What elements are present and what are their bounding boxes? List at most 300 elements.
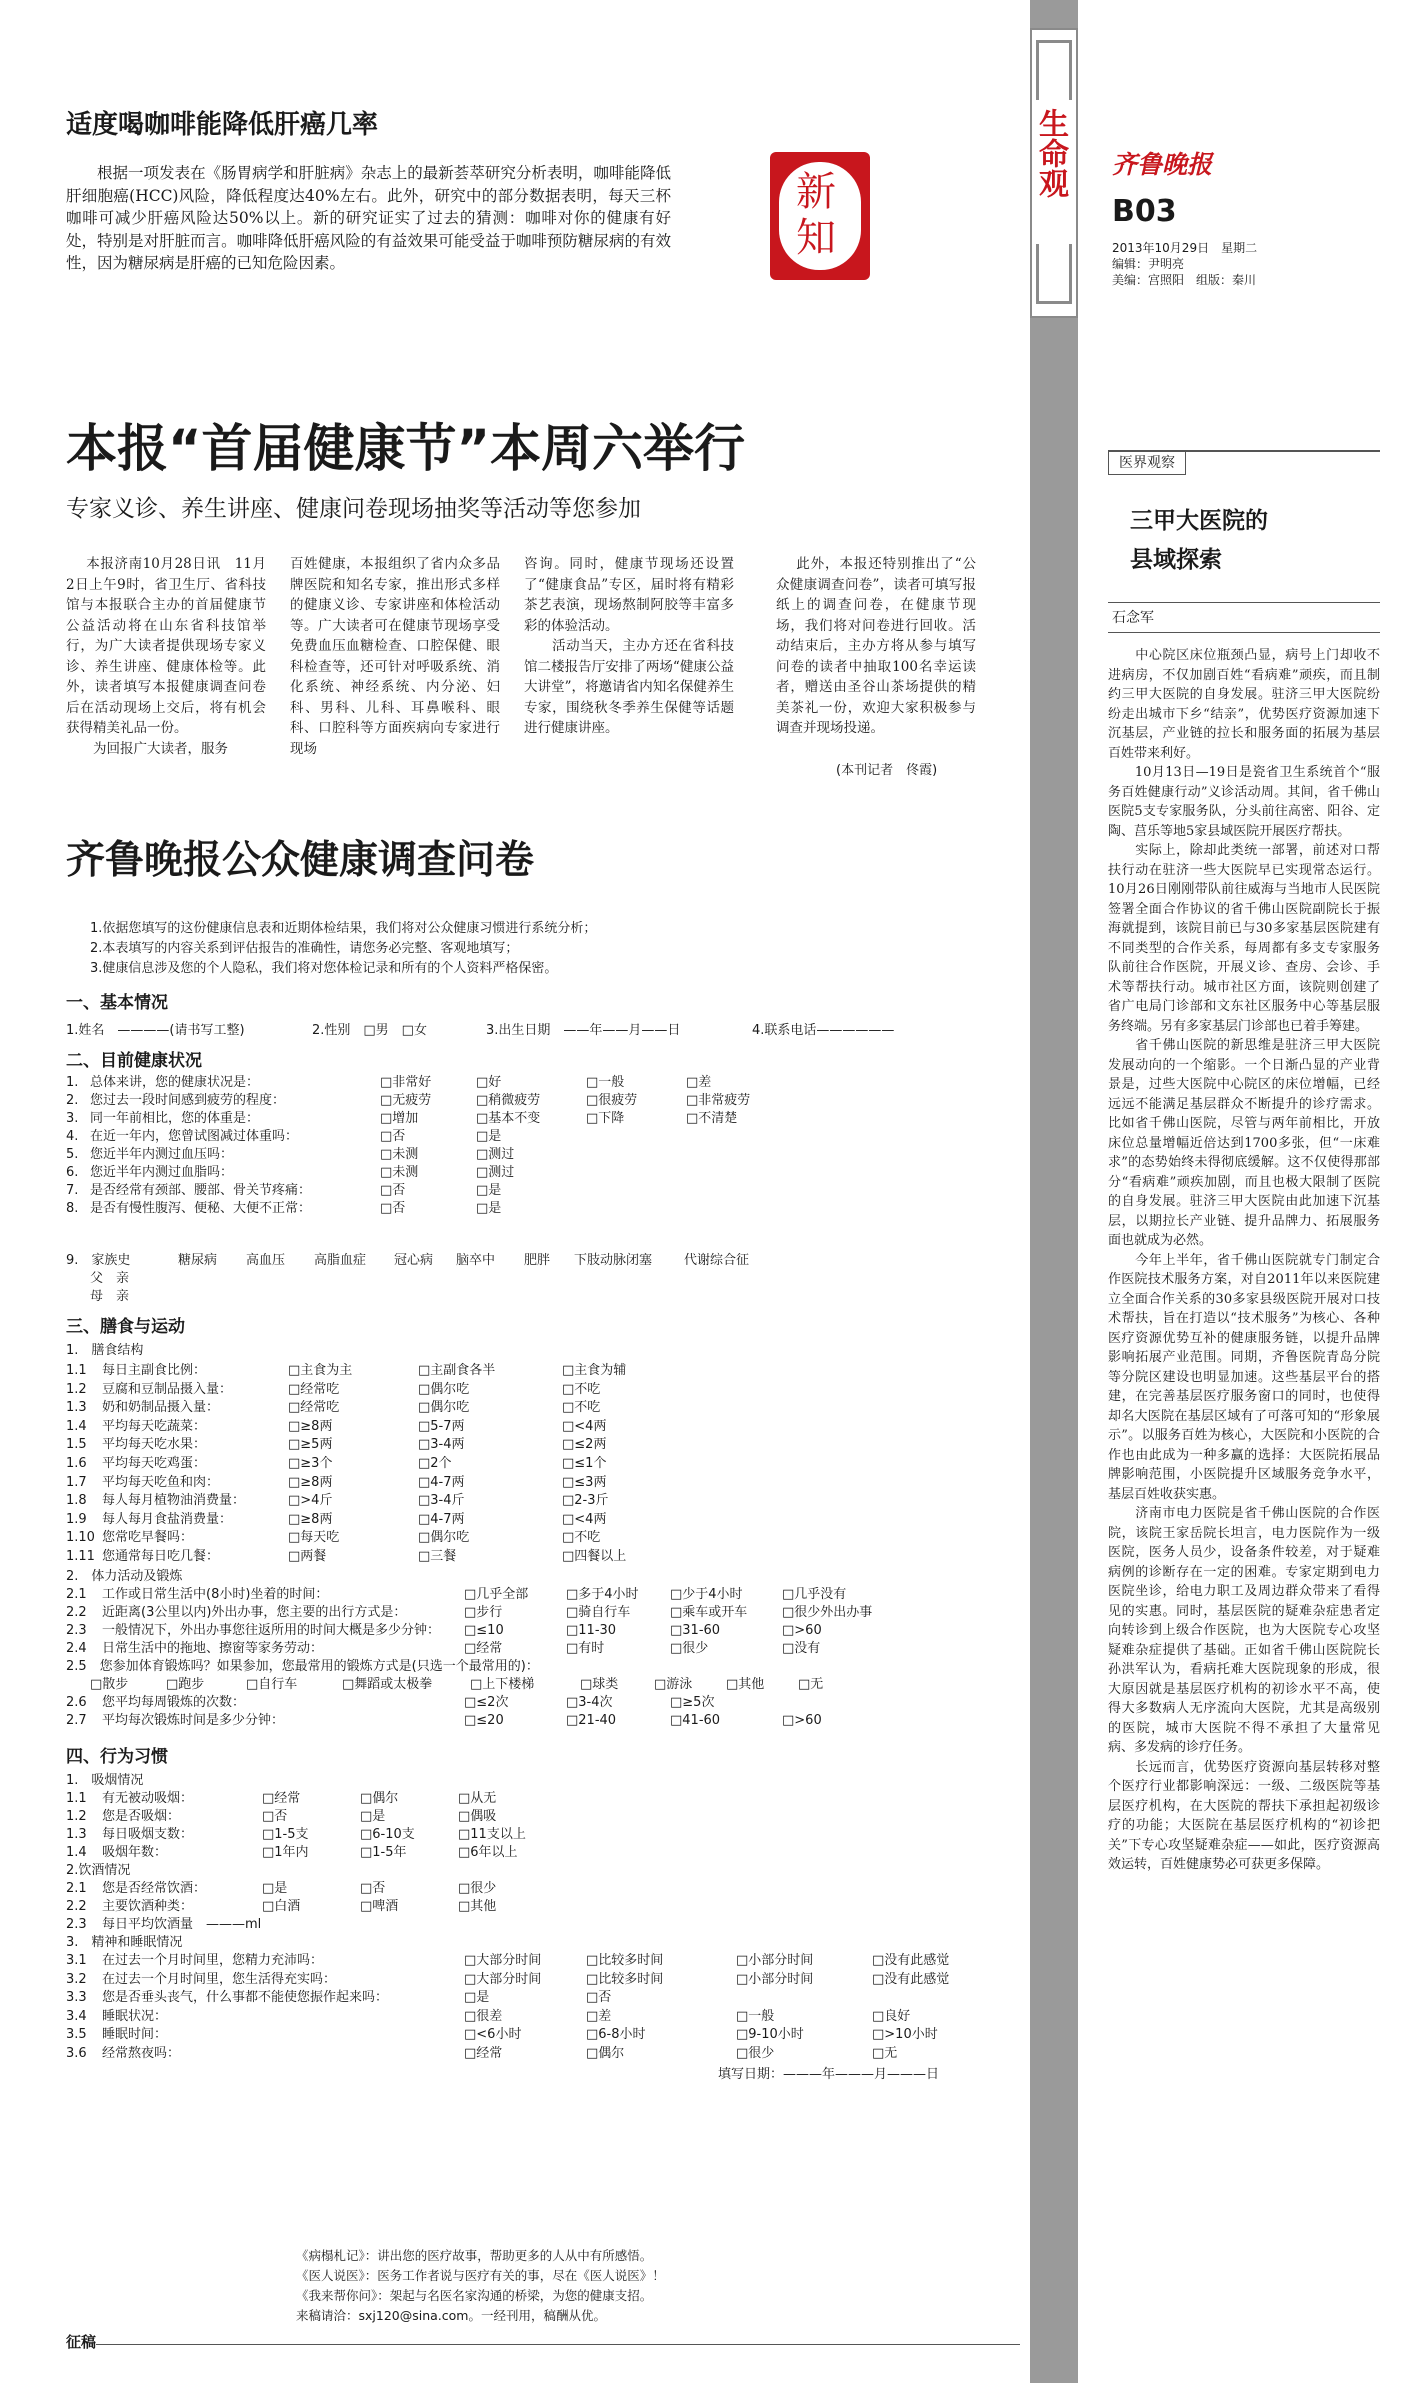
- masthead-fret-pattern-bottom: [1036, 244, 1072, 304]
- question-row: [66, 1128, 1006, 1146]
- question-number: 2.6: [66, 1695, 87, 1710]
- question-text: 平均每天吃鱼和肉：: [102, 1474, 220, 1490]
- question-text: 平均每天吃水果：: [102, 1437, 207, 1453]
- footer-rule: [96, 2344, 1020, 2345]
- answer-option[interactable]: □四餐以上: [562, 1549, 627, 1564]
- answer-option[interactable]: □不吃: [562, 1400, 601, 1416]
- answer-option[interactable]: □无疲劳: [380, 1093, 432, 1108]
- question-text: 您近半年内测过血脂吗：: [90, 1165, 234, 1180]
- question-number: 1.11: [66, 1549, 95, 1564]
- answer-option[interactable]: □1-5年: [360, 1845, 407, 1860]
- q25-option[interactable]: □跑步: [166, 1677, 205, 1692]
- question-text: 每日吸烟支数：: [102, 1827, 194, 1842]
- answer-option[interactable]: □大部分时间: [464, 1971, 542, 1987]
- answer-option[interactable]: □多于4小时: [566, 1587, 639, 1602]
- question-row: [66, 1826, 1006, 1844]
- answer-option[interactable]: □啤酒: [360, 1899, 399, 1914]
- question-text: 在过去一个月时间里，您生活得充实吗：: [102, 1971, 337, 1987]
- answer-option[interactable]: □<4两: [562, 1418, 607, 1434]
- question-number: 1.8: [66, 1493, 87, 1509]
- question-number: 1.2: [66, 1809, 87, 1824]
- answer-option[interactable]: □<6小时: [464, 2027, 522, 2043]
- q25-option[interactable]: □无: [798, 1677, 824, 1692]
- answer-option[interactable]: □白酒: [262, 1899, 301, 1914]
- question-text: 您通常每日吃几餐：: [102, 1549, 220, 1564]
- survey-note: 3.健康信息涉及您的个人隐私，我们将对您体检记录和所有的个人资料严格保密。: [90, 961, 558, 976]
- question-row: [66, 2045, 1006, 2063]
- question-text: 是否有慢性腹泻、便秘、大便不正常：: [90, 1201, 312, 1216]
- answer-option[interactable]: □否: [380, 1183, 406, 1198]
- question-row: [66, 1182, 1006, 1200]
- answer-option[interactable]: □≥8两: [288, 1474, 333, 1490]
- answer-option[interactable]: □差: [586, 2008, 612, 2024]
- answer-option[interactable]: □≥5两: [288, 1437, 333, 1453]
- answer-option[interactable]: □是: [476, 1201, 502, 1216]
- answer-option[interactable]: □一般: [736, 2008, 775, 2024]
- question-number: 2.: [66, 1093, 79, 1108]
- question-number: 2.1: [66, 1881, 87, 1896]
- question-number: 3.2: [66, 1971, 87, 1987]
- answer-option[interactable]: □非常好: [380, 1075, 432, 1090]
- answer-option[interactable]: □否: [262, 1809, 288, 1824]
- question-row: [66, 1548, 1006, 1566]
- answer-option[interactable]: □5-7两: [418, 1418, 465, 1434]
- s2-title: 二、目前健康状况: [66, 1051, 202, 1071]
- answer-option[interactable]: □经常: [464, 2046, 503, 2061]
- masthead-editor: 编辑：尹明亮: [1112, 257, 1185, 271]
- question-number: 1.5: [66, 1437, 87, 1453]
- answer-option[interactable]: □3-4两: [418, 1437, 465, 1453]
- question-text: 在近一年内，您曾试图减过体重吗：: [90, 1129, 299, 1144]
- festival-col-4: 此外，本报还特别推出了“公众健康调查问卷”，读者可填写报纸上的调查问卷，在健康节现场，我们将对问卷进行回收。活动结束后，主办方将从参与填写问卷的读者中抽取100名幸运读者，赠送由圣谷山茶场提供的精美茶礼一份，欢迎大家积极参与调查并现场投递。: [776, 556, 976, 736]
- question-text: 工作或日常生活中(8小时)坐着的时间：: [102, 1587, 329, 1602]
- question-number: 3.: [66, 1111, 79, 1126]
- answer-option[interactable]: □三餐: [418, 1549, 457, 1564]
- answer-option[interactable]: □不吃: [562, 1530, 601, 1546]
- sidebar-title: 县域探索: [1130, 547, 1222, 573]
- answer-option[interactable]: □从无: [458, 1791, 497, 1806]
- question-text: 您常吃早餐吗：: [102, 1530, 194, 1546]
- question-text: 您是否垂头丧气，什么事都不能使您振作起来吗：: [102, 1990, 389, 2006]
- fh-col: 糖尿病: [178, 1253, 218, 1268]
- question-row: [66, 1455, 1006, 1473]
- question-number: 1.1: [66, 1363, 87, 1378]
- answer-option[interactable]: □无: [872, 2046, 898, 2061]
- question-row: [66, 1092, 1006, 1110]
- masthead-paper-logo: 齐鲁晚报: [1112, 150, 1213, 179]
- answer-option[interactable]: □偶尔吃: [418, 1381, 470, 1397]
- masthead-section-title: 生命观: [1033, 108, 1068, 198]
- question-row: [66, 1146, 1006, 1164]
- answer-option[interactable]: □1-5支: [262, 1827, 309, 1842]
- masthead-gray-band: [1030, 0, 1078, 2383]
- answer-option[interactable]: □偶尔吃: [418, 1530, 470, 1546]
- fh-col: 下肢动脉闭塞: [574, 1253, 653, 1268]
- answer-option[interactable]: □测过: [476, 1165, 515, 1180]
- answer-option[interactable]: □很少: [670, 1641, 709, 1656]
- festival-subheadline: 专家义诊、养生讲座、健康问卷现场抽奖等活动等您参加: [66, 496, 641, 522]
- fh-mother-row: 母 亲: [90, 1289, 130, 1304]
- answer-option[interactable]: □偶尔吃: [418, 1400, 470, 1416]
- question-number: 4.: [66, 1129, 79, 1144]
- question-text: 每人每月食盐消费量：: [102, 1511, 233, 1527]
- answer-option[interactable]: □乘车或开车: [670, 1605, 748, 1620]
- question-row: [66, 1381, 1006, 1399]
- answer-option[interactable]: □没有此感觉: [872, 1953, 950, 1968]
- xinzhi-badge: [770, 152, 870, 280]
- question-number: 3.6: [66, 2046, 87, 2061]
- q25-option[interactable]: □其他: [726, 1677, 765, 1692]
- question-text: 主要饮酒种类：: [102, 1899, 194, 1914]
- answer-option[interactable]: □是: [476, 1183, 502, 1198]
- xinzhi-badge-char-2: 知: [796, 215, 836, 261]
- answer-option[interactable]: □几乎没有: [782, 1587, 847, 1602]
- sidebar-author-rule: [1108, 632, 1380, 633]
- answer-option[interactable]: □比较多时间: [586, 1971, 664, 1987]
- answer-option[interactable]: □未测: [380, 1147, 419, 1162]
- s4-group-1: 1. 吸烟情况: [66, 1773, 144, 1788]
- question-text: 近距离(3公里以内)外出办事，您主要的出行方式是：: [102, 1605, 407, 1620]
- answer-option[interactable]: □经常: [262, 1791, 301, 1806]
- question-number: 1.1: [66, 1791, 87, 1806]
- footer-call: 《病榻札记》：讲出您的医疗故事，帮助更多的人从中有所感悟。: [296, 2248, 653, 2263]
- answer-option[interactable]: □好: [476, 1075, 502, 1090]
- answer-option[interactable]: □是: [476, 1129, 502, 1144]
- question-number: 6.: [66, 1165, 79, 1180]
- question-row: [66, 1694, 1006, 1712]
- fh-col: 高血压: [246, 1253, 286, 1268]
- question-number: 1.: [66, 1075, 79, 1090]
- s4-group-3: 3. 精神和睡眠情况: [66, 1935, 183, 1950]
- answer-option[interactable]: □很疲劳: [586, 1093, 638, 1108]
- question-row: [66, 1808, 1006, 1826]
- gender-field[interactable]: 2.性别 □男 □女: [312, 1023, 427, 1038]
- fh-col: 肥胖: [524, 1253, 551, 1268]
- question-number: 1.4: [66, 1845, 87, 1860]
- answer-option[interactable]: □不清楚: [686, 1111, 738, 1126]
- s2-family-history-header: [66, 1252, 996, 1270]
- answer-option[interactable]: □主副食各半: [418, 1363, 496, 1378]
- answer-option[interactable]: □6年以上: [458, 1845, 518, 1860]
- question-text: 您平均每周锻炼的次数：: [102, 1695, 246, 1710]
- survey-note: 2.本表填写的内容关系到评估报告的准确性，请您务必完整、客观地填写；: [90, 941, 519, 956]
- answer-option[interactable]: □良好: [872, 2008, 911, 2024]
- answer-option[interactable]: □经常吃: [288, 1381, 340, 1397]
- question-row: [66, 1880, 1006, 1898]
- question-text: 同一年前相比，您的体重是：: [90, 1111, 260, 1126]
- name-field[interactable]: 1.姓名 ————(请书写工整): [66, 1023, 245, 1038]
- question-text: 您过去一段时间感到疲劳的程度：: [90, 1093, 286, 1108]
- birthdate-field[interactable]: 3.出生日期 ——年——月——日: [486, 1023, 681, 1038]
- footer-call: 《我来帮你问》：架起与名医名家沟通的桥梁，为您的健康支招。: [296, 2288, 653, 2303]
- q25-option[interactable]: □球类: [580, 1677, 619, 1692]
- answer-option[interactable]: □31-60: [670, 1623, 721, 1638]
- answer-option[interactable]: □≥8两: [288, 1418, 333, 1434]
- answer-option[interactable]: □偶尔: [360, 1791, 399, 1806]
- answer-option[interactable]: □没有此感觉: [872, 1971, 950, 1987]
- sidebar-tag: 医界观察: [1108, 452, 1186, 475]
- q25-label: 2.5 您参加体育锻炼吗？如果参加，您最常用的锻炼方式是(只选一个最常用的)：: [66, 1659, 539, 1674]
- answer-option[interactable]: □两餐: [288, 1549, 327, 1564]
- answer-option[interactable]: □是: [464, 1990, 490, 2006]
- question-text: 睡眠时间：: [102, 2027, 168, 2043]
- answer-option[interactable]: □少于4小时: [670, 1587, 743, 1602]
- question-text: 是否经常有颈部、腰部、骨关节疼痛：: [90, 1183, 312, 1198]
- question-number: 3.3: [66, 1990, 87, 2006]
- question-number: 1.3: [66, 1400, 87, 1416]
- s3-group-2: 2. 体力活动及锻炼: [66, 1569, 183, 1584]
- answer-option[interactable]: □偶吸: [458, 1809, 497, 1824]
- q25-option[interactable]: □上下楼梯: [470, 1677, 535, 1692]
- answer-option[interactable]: □不吃: [562, 1381, 601, 1397]
- question-row: [66, 1586, 1006, 1604]
- answer-option[interactable]: □>10小时: [872, 2027, 938, 2043]
- question-text: 您近半年内测过血压吗：: [90, 1147, 234, 1162]
- answer-option[interactable]: □小部分时间: [736, 1971, 814, 1987]
- question-row: [66, 1790, 1006, 1808]
- question-row: [66, 1712, 1006, 1730]
- answer-option[interactable]: □小部分时间: [736, 1953, 814, 1968]
- survey-note: 1.依据您填写的这份健康信息表和近期体检结果，我们将对公众健康习惯进行系统分析；: [90, 921, 597, 936]
- answer-option[interactable]: □11-30: [566, 1623, 617, 1638]
- answer-option[interactable]: □≤20: [464, 1713, 504, 1728]
- answer-option[interactable]: □≥8两: [288, 1511, 333, 1527]
- question-row: [66, 1164, 1006, 1182]
- answer-option[interactable]: □有时: [566, 1641, 605, 1656]
- question-row: [66, 1989, 1006, 2007]
- question-row: [66, 1399, 1006, 1417]
- question-number: 2.7: [66, 1713, 87, 1728]
- answer-option[interactable]: □未测: [380, 1165, 419, 1180]
- answer-option[interactable]: □否: [380, 1201, 406, 1216]
- question-text: 每人每月植物油消费量：: [102, 1493, 246, 1509]
- answer-option[interactable]: □否: [380, 1129, 406, 1144]
- question-row: [66, 1622, 1006, 1640]
- answer-option[interactable]: □9-10小时: [736, 2027, 804, 2043]
- answer-option[interactable]: □≤2次: [464, 1695, 509, 1710]
- question-text: 平均每天吃鸡蛋：: [102, 1456, 207, 1471]
- question-text: 一般情况下，外出办事您往返所用的时间大概是多少分钟：: [102, 1623, 441, 1638]
- answer-option[interactable]: □6-10支: [360, 1827, 415, 1842]
- brief-title: 适度喝咖啡能降低肝癌几率: [66, 110, 379, 140]
- answer-option[interactable]: □≥5次: [670, 1695, 715, 1710]
- answer-option[interactable]: □>60: [782, 1623, 822, 1638]
- s1-basic-line: [66, 1022, 996, 1040]
- question-number: 3.1: [66, 1953, 87, 1968]
- answer-option[interactable]: □主食为主: [288, 1363, 353, 1378]
- question-row: [66, 1474, 1006, 1492]
- answer-option[interactable]: □11支以上: [458, 1827, 526, 1842]
- answer-option[interactable]: □差: [686, 1075, 712, 1090]
- answer-option[interactable]: □其他: [458, 1899, 497, 1914]
- question-row: [66, 1529, 1006, 1547]
- question-row: [66, 1604, 1006, 1622]
- question-number: 3.5: [66, 2027, 87, 2043]
- question-text: 每日平均饮酒量 ———ml: [102, 1917, 262, 1932]
- answer-option[interactable]: □3-4斤: [418, 1493, 465, 1509]
- footer-label: 征稿: [66, 2333, 97, 2351]
- question-number: 1.6: [66, 1456, 87, 1471]
- answer-option[interactable]: □≥3个: [288, 1456, 333, 1471]
- question-number: 1.9: [66, 1511, 87, 1527]
- answer-option[interactable]: □很少: [458, 1881, 497, 1896]
- answer-option[interactable]: □每天吃: [288, 1530, 340, 1546]
- answer-option[interactable]: □2-3斤: [562, 1493, 609, 1509]
- question-number: 7.: [66, 1183, 79, 1198]
- question-text: 在过去一个月时间里，您精力充沛吗：: [102, 1953, 324, 1968]
- q25-option[interactable]: □自行车: [246, 1677, 298, 1692]
- question-number: 2.2: [66, 1605, 87, 1620]
- answer-option[interactable]: □非常疲劳: [686, 1093, 751, 1108]
- answer-option[interactable]: □否: [586, 1990, 612, 2006]
- answer-option[interactable]: □步行: [464, 1605, 503, 1620]
- question-number: 1.3: [66, 1827, 87, 1842]
- answer-option[interactable]: □41-60: [670, 1713, 721, 1728]
- question-text: 有无被动吸烟：: [102, 1791, 194, 1806]
- answer-option[interactable]: □否: [360, 1881, 386, 1896]
- answer-option[interactable]: □很少外出办事: [782, 1605, 873, 1620]
- question-number: 1.4: [66, 1418, 87, 1434]
- xinzhi-badge-char-1: 新: [796, 169, 836, 215]
- family-history-label: 9. 家族史: [66, 1253, 131, 1268]
- answer-option[interactable]: □≤1个: [562, 1456, 607, 1471]
- answer-option[interactable]: □增加: [380, 1111, 419, 1126]
- question-text: 平均每次锻炼时间是多少分钟：: [102, 1713, 285, 1728]
- question-row: [66, 1110, 1006, 1128]
- answer-option[interactable]: □一般: [586, 1075, 625, 1090]
- sidebar-author: 石念军: [1112, 610, 1154, 626]
- q25-option[interactable]: □游泳: [654, 1677, 693, 1692]
- q25-option[interactable]: □舞蹈或太极拳: [342, 1677, 433, 1692]
- s3-group-1: 1. 膳食结构: [66, 1343, 144, 1358]
- answer-option[interactable]: □没有: [782, 1641, 821, 1656]
- question-text: 平均每天吃蔬菜：: [102, 1418, 207, 1434]
- s4-title: 四、行为习惯: [66, 1747, 168, 1767]
- s1-title: 一、基本情况: [66, 993, 168, 1013]
- question-number: 5.: [66, 1147, 79, 1162]
- sidebar-author-rule: [1108, 602, 1380, 603]
- question-row: [66, 1844, 1006, 1862]
- answer-option[interactable]: □大部分时间: [464, 1953, 542, 1968]
- question-row: [66, 1418, 1006, 1436]
- answer-option[interactable]: □4-7两: [418, 1511, 465, 1527]
- footer-contact: 来稿请洽：sxj120@sina.com。一经刊用，稿酬从优。: [296, 2308, 606, 2323]
- survey-title: 齐鲁晚报公众健康调查问卷: [66, 838, 535, 883]
- festival-headline: 本报“首届健康节”本周六举行: [66, 420, 746, 479]
- answer-option[interactable]: □经常: [464, 1641, 503, 1656]
- sidebar-title: 三甲大医院的: [1130, 508, 1268, 534]
- answer-option[interactable]: □是: [262, 1881, 288, 1896]
- question-number: 3.4: [66, 2008, 87, 2024]
- question-text: 经常熬夜吗：: [102, 2046, 181, 2061]
- answer-option[interactable]: □稍微疲劳: [476, 1093, 541, 1108]
- festival-byline: (本刊记者 佟霞): [836, 763, 938, 778]
- question-row: [66, 1971, 1006, 1989]
- masthead-date: 2013年10月29日 星期二: [1112, 241, 1258, 255]
- question-text: 每日主副食比例：: [102, 1363, 207, 1378]
- q25-option[interactable]: □散步: [90, 1677, 129, 1692]
- fh-col: 脑卒中: [456, 1253, 496, 1268]
- question-row: [66, 1492, 1006, 1510]
- q25-options: [90, 1676, 990, 1694]
- fh-col: 代谢综合征: [684, 1253, 750, 1268]
- answer-option[interactable]: □测过: [476, 1147, 515, 1162]
- answer-option[interactable]: □骑自行车: [566, 1605, 631, 1620]
- answer-option[interactable]: □≤10: [464, 1623, 504, 1638]
- masthead-design: 美编：宫照阳 组版：秦川: [1112, 273, 1257, 287]
- answer-option[interactable]: □很少: [736, 2046, 775, 2061]
- question-text: 您是否经常饮酒：: [102, 1881, 207, 1896]
- question-number: 2.2: [66, 1899, 87, 1914]
- answer-option[interactable]: □基本不变: [476, 1111, 541, 1126]
- fill-date[interactable]: 填写日期：———年———月———日: [718, 2067, 940, 2082]
- question-text: 总体来讲，您的健康状况是：: [90, 1075, 260, 1090]
- question-number: 2.1: [66, 1587, 87, 1602]
- question-number: 2.4: [66, 1641, 87, 1656]
- festival-col-2: 百姓健康，本报组织了省内众多品牌医院和知名专家，推出形式多样的健康义诊、专家讲座和体检活动等。广大读者可在健康节现场享受免费血压血糖检查、口腔保健、眼科检查等，还可针对呼吸系统、消化系统、神经系统、内分泌、妇科、男科、儿科、耳鼻喉科、眼科、口腔科等方面疾病向专家进行现场: [290, 556, 500, 757]
- question-text: 睡眠状况：: [102, 2008, 168, 2024]
- question-number: 1.7: [66, 1474, 87, 1490]
- answer-option[interactable]: □下降: [586, 1111, 625, 1126]
- brief-body: 根据一项发表在《肠胃病学和肝脏病》杂志上的最新荟萃研究分析表明，咖啡能降低肝细胞癌(HCC)风险，降低程度达40%左右。此外，研究中的部分数据表明，每天三杯咖啡可减少肝癌风险达50%以上。新的研究证实了过去的猜测：咖啡对你的健康有好处，特别是对肝脏而言。咖啡降低肝癌风险的有益效果可能受益于咖啡预防糖尿病的有效性，因为糖尿病是肝癌的已知危险因素。: [66, 164, 671, 272]
- answer-option[interactable]: □3-4次: [566, 1695, 613, 1710]
- answer-option[interactable]: □<4两: [562, 1511, 607, 1527]
- answer-option[interactable]: □≤2两: [562, 1437, 607, 1453]
- question-row: [66, 2026, 1006, 2044]
- answer-option[interactable]: □经常吃: [288, 1400, 340, 1416]
- answer-option[interactable]: □1年内: [262, 1845, 309, 1860]
- answer-option[interactable]: □21-40: [566, 1713, 617, 1728]
- s4-group-2: 2.饮酒情况: [66, 1863, 131, 1878]
- question-text: 奶和奶制品摄入量：: [102, 1400, 220, 1416]
- question-text: 您是否吸烟：: [102, 1809, 181, 1824]
- question-row: [66, 1511, 1006, 1529]
- question-text: 豆腐和豆制品摄入量：: [102, 1381, 233, 1397]
- answer-option[interactable]: □2个: [418, 1456, 452, 1471]
- sidebar-body: 中心院区床位瓶颈凸显，病号上门却收不进病房，不仅加剧百姓“看病难”顽疾，而且制约三甲大医院的自身发展。驻济三甲大医院纷纷走出城市下乡“结亲”，优势医疗资源加速下沉基层，产业链的拉长和服务面的拓展为基层百姓带来利好。 10月13日—19日是瓷省卫生系统首个“服务百姓健康行动”义诊活动周。其间，省千佛山医院5支专家服务队，分头前往高密、阳谷、定陶、莒乐等地5家县域医院开展医疗帮扶。 实际上，除却此类统一部署，前述对口帮扶行动在驻济一些大医院早已实现常态运行。10月26日刚刚带队前往威海与当地市人民医院签署全面合作协议的省千佛山医院副院长于振海就提到，该院目前已与30多家基层医院建有不同类型的合作关系，每周都有多支专家服务队前往合作医院，开展义诊、查房、会诊、手术等帮扶行动。城市社区方面，该院则创建了省广电局门诊部和文东社区服务中心等基层服务终端。另有多家基层门诊部也已着手筹建。 省千佛山医院的新思维是驻济三甲大医院发展动向的一个缩影。一个日渐凸显的产业背景是，过些大医院中心院区的床位增幅，已经远远不能满足基层群众不断提升的诊疗需求。比如省千佛山医院，尽管与两年前相比，开放床位总量增幅近倍达到1700多张，但“一床难求”的态势始终未得彻底缓解。这不仅使得那部分“看病难”顽疾加剧，而且也极大限制了医院的自身发展。驻济三甲大医院由此加速下沉基层，以期拉长产业链、提升品牌力、拓展服务面也就成为必然。 今年上半年，省千佛山医院就专门制定合作医院技术服务方案，对自2011年以来医院建立全面合作关系的30多家县级医院开展对口技术帮扶，旨在打造以“技术服务”为核心、各种医疗资源优势互补的健康服务链，以提升品牌影响拓展产业范围。同期，齐鲁医院青岛分院等分院区建设也明显加速。这些基层平台的搭建，在完善基层医疗服务窗口的同时，也使得却名大医院在基层区域有了可落可知的“形象展示”。以服务百姓为核心，大医院和小医院的合作也由此成为一种多赢的选择：大医院拓展品牌影响范围，小医院提升区域服务竞争水平，基层百姓收获实惠。 济南市电力医院是省千佛山医院的合作医院，该院王家岳院长坦言，电力医院作为一级医院，医务人员少，设备条件较差，对于疑难病例的诊断存在一定的困难。专家定期到电力医院坐诊，给电力职工及周边群众带来了看得见的实惠。同时，基层医院的疑难杂症患者定向转诊到上级合作医院，也为大医院专心攻坚疑难杂症提供了基础。正如省千佛山医院院长孙洪军认为，看病托难大医院现象的形成，很大原因就是基层医疗机构的初诊水平不高，使得大多数病人无序流向大医院，尤其是高级别的医院，城市大医院不得不承担了大量常见病、多发病的诊疗任务。 长远而言，优势医疗资源向基层转移对整个医疗行业都影响深远：一级、二级医院等基层医疗机构，在大医院的帮扶下承担起初级诊疗的功能；大医院在基层医疗机构的“初诊把关”下专心攻坚疑难杂症——如此，医疗资源高效运转，百姓健康势必可获更多保障。: [1108, 648, 1380, 1872]
- question-number: 2.3: [66, 1917, 87, 1932]
- question-row: [66, 1898, 1006, 1916]
- phone-field[interactable]: 4.联系电话——————: [752, 1023, 895, 1038]
- question-number: 1.10: [66, 1530, 95, 1546]
- answer-option[interactable]: □比较多时间: [586, 1953, 664, 1968]
- answer-option[interactable]: □是: [360, 1809, 386, 1824]
- answer-option[interactable]: □主食为辅: [562, 1363, 627, 1378]
- answer-option[interactable]: □偶尔: [586, 2046, 625, 2061]
- answer-option[interactable]: □4-7两: [418, 1474, 465, 1490]
- question-number: 2.3: [66, 1623, 87, 1638]
- answer-option[interactable]: □>4斤: [288, 1493, 333, 1509]
- question-row: [66, 1074, 1006, 1092]
- question-row: [66, 1362, 1006, 1380]
- festival-col-3: 咨询。同时，健康节现场还设置了“健康食品”专区，届时将有精彩茶艺表演，现场熬制阿胶等丰富多彩的体验活动。 活动当天，主办方还在省科技馆二楼报告厅安排了两场“健康公益大讲堂”，将邀请省内知名保健养生专家，围绕秋冬季养生保健等话题进行健康讲座。: [524, 556, 734, 736]
- s3-title: 三、膳食与运动: [66, 1317, 185, 1337]
- fh-father-row: 父 亲: [90, 1271, 130, 1286]
- answer-option[interactable]: □6-8小时: [586, 2027, 646, 2043]
- fh-col: 冠心病: [394, 1253, 434, 1268]
- answer-option[interactable]: □几乎全部: [464, 1587, 529, 1602]
- answer-option[interactable]: □很差: [464, 2008, 503, 2024]
- festival-col-1: 本报济南10月28日讯 11月2日上午9时，省卫生厅、省科技馆与本报联合主办的首届健康节公益活动将在山东省科技馆举行，为广大读者提供现场专家义诊、养生讲座、健康体检等。此外，读者填写本报健康调查问卷后在活动现场上交后，将有机会获得精美礼品一份。 为回报广大读者，服务: [66, 556, 266, 757]
- question-number: 1.2: [66, 1381, 87, 1397]
- question-row: [66, 1640, 1006, 1658]
- masthead-fret-pattern: [1036, 40, 1072, 100]
- question-text: 日常生活中的拖地、擦窗等家务劳动：: [102, 1641, 324, 1656]
- question-row: [66, 1436, 1006, 1454]
- answer-option[interactable]: □>60: [782, 1713, 822, 1728]
- answer-option[interactable]: □≤3两: [562, 1474, 607, 1490]
- question-row: [66, 2008, 1006, 2026]
